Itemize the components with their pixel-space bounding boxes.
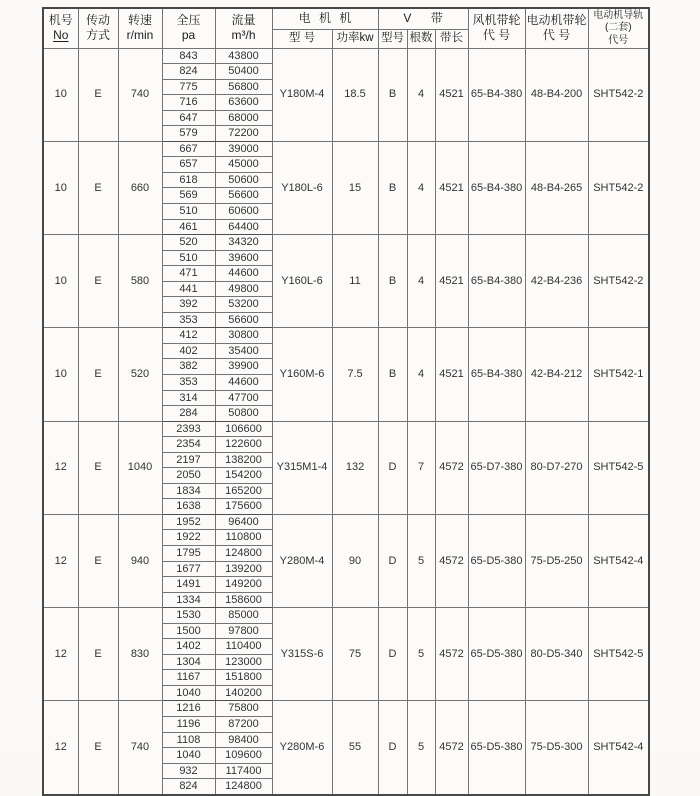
- cell-drive-type: E: [78, 141, 118, 234]
- cell-flow: 151800: [215, 670, 272, 686]
- cell-unit-no: 12: [43, 421, 78, 514]
- cell-pressure: 1834: [162, 483, 215, 499]
- cell-pressure: 353: [162, 312, 215, 328]
- cell-motor-power: 75: [332, 608, 378, 701]
- cell-flow: 34320: [215, 235, 272, 251]
- cell-motor-power: 132: [332, 421, 378, 514]
- cell-drive-type: E: [78, 235, 118, 328]
- cell-unit-no: 10: [43, 48, 78, 141]
- cell-flow: 53200: [215, 297, 272, 313]
- cell-motor-rail: SHT542-2: [588, 48, 649, 141]
- cell-pressure: 1304: [162, 654, 215, 670]
- cell-belt-type: B: [378, 48, 407, 141]
- cell-motor-pulley: 48-B4-265: [525, 141, 588, 234]
- table-body: [43, 48, 649, 795]
- cell-speed: 520: [118, 328, 162, 421]
- header-belt-length: 带长: [435, 29, 468, 48]
- header-motor-power: 功率kw: [332, 29, 378, 48]
- cell-pressure: 461: [162, 219, 215, 235]
- cell-unit-no: 10: [43, 141, 78, 234]
- cell-flow: 43800: [215, 48, 272, 64]
- cell-belt-length: 4572: [435, 701, 468, 795]
- cell-flow: 50600: [215, 172, 272, 188]
- cell-flow: 35400: [215, 343, 272, 359]
- cell-belt-count: 5: [407, 701, 435, 795]
- cell-flow: 44600: [215, 266, 272, 282]
- cell-pressure: 657: [162, 157, 215, 173]
- cell-belt-type: D: [378, 608, 407, 701]
- cell-drive-type: E: [78, 608, 118, 701]
- cell-belt-count: 5: [407, 608, 435, 701]
- cell-pressure: 667: [162, 141, 215, 157]
- cell-motor-pulley: 75-D5-250: [525, 514, 588, 607]
- cell-pressure: 2393: [162, 421, 215, 437]
- header-pressure: [162, 8, 215, 48]
- header-drive-line2: 方式: [85, 28, 110, 43]
- cell-fan-pulley: 65-D7-380: [468, 421, 525, 514]
- cell-pressure: 2354: [162, 437, 215, 453]
- cell-fan-pulley: 65-D5-380: [468, 514, 525, 607]
- header-motor-rail-line2: (二套): [604, 22, 632, 33]
- cell-flow: 97800: [215, 623, 272, 639]
- cell-belt-count: 4: [407, 141, 435, 234]
- cell-flow: 154200: [215, 468, 272, 484]
- table-row: [43, 235, 649, 251]
- cell-pressure: 314: [162, 390, 215, 406]
- header-motor-rail-line3: 代号: [608, 34, 629, 46]
- cell-motor-model: Y280M-4: [272, 514, 332, 607]
- cell-motor-model: Y180M-4: [272, 48, 332, 141]
- cell-speed: 1040: [118, 421, 162, 514]
- cell-speed: 580: [118, 235, 162, 328]
- cell-flow: 87200: [215, 717, 272, 733]
- header-belt-count: 根数: [407, 29, 435, 48]
- cell-flow: 158600: [215, 592, 272, 608]
- header-unit-no-cn: 机号: [48, 13, 73, 28]
- cell-belt-length: 4521: [435, 328, 468, 421]
- cell-pressure: 775: [162, 79, 215, 95]
- cell-flow: 123000: [215, 654, 272, 670]
- header-pressure-unit: pa: [181, 28, 196, 43]
- fan-spec-table: [42, 7, 650, 796]
- table-row: [43, 48, 649, 64]
- cell-pressure: 1040: [162, 748, 215, 764]
- header-vbelt-group: V 带: [378, 8, 468, 29]
- cell-pressure: 647: [162, 110, 215, 126]
- cell-fan-pulley: 65-B4-380: [468, 141, 525, 234]
- cell-flow: 149200: [215, 577, 272, 593]
- cell-motor-model: Y315S-6: [272, 608, 332, 701]
- cell-pressure: 284: [162, 406, 215, 422]
- cell-motor-pulley: 80-D7-270: [525, 421, 588, 514]
- cell-motor-power: 15: [332, 141, 378, 234]
- cell-belt-type: D: [378, 701, 407, 795]
- cell-pressure: 1952: [162, 514, 215, 530]
- cell-pressure: 353: [162, 374, 215, 390]
- cell-speed: 830: [118, 608, 162, 701]
- cell-pressure: 1167: [162, 670, 215, 686]
- cell-motor-power: 7.5: [332, 328, 378, 421]
- cell-flow: 106600: [215, 421, 272, 437]
- cell-pressure: 1108: [162, 732, 215, 748]
- cell-unit-no: 12: [43, 514, 78, 607]
- cell-pressure: 932: [162, 763, 215, 779]
- cell-flow: 117400: [215, 763, 272, 779]
- header-unit-no-en: No: [53, 28, 69, 43]
- cell-flow: 98400: [215, 732, 272, 748]
- header-motor-rail-line1: 电动机导轨: [593, 9, 644, 21]
- table-row: [43, 701, 649, 717]
- header-speed-unit: r/min: [126, 28, 154, 43]
- header-drive-type: [78, 8, 118, 48]
- cell-unit-no: 12: [43, 608, 78, 701]
- cell-belt-count: 7: [407, 421, 435, 514]
- cell-flow: 39000: [215, 141, 272, 157]
- cell-pressure: 1795: [162, 546, 215, 562]
- table-row: [43, 421, 649, 437]
- cell-flow: 85000: [215, 608, 272, 624]
- cell-pressure: 824: [162, 64, 215, 80]
- cell-pressure: 716: [162, 95, 215, 111]
- cell-pressure: 1922: [162, 530, 215, 546]
- cell-unit-no: 10: [43, 235, 78, 328]
- cell-motor-pulley: 80-D5-340: [525, 608, 588, 701]
- cell-drive-type: E: [78, 48, 118, 141]
- cell-pressure: 392: [162, 297, 215, 313]
- cell-flow: 175600: [215, 499, 272, 515]
- cell-motor-power: 90: [332, 514, 378, 607]
- header-motor-group: 电 机 机: [272, 8, 378, 29]
- cell-pressure: 1196: [162, 717, 215, 733]
- header-motor-pulley: [525, 8, 588, 48]
- cell-pressure: 1334: [162, 592, 215, 608]
- cell-flow: 50800: [215, 406, 272, 422]
- cell-pressure: 1638: [162, 499, 215, 515]
- cell-motor-rail: SHT542-5: [588, 608, 649, 701]
- cell-pressure: 2197: [162, 452, 215, 468]
- header-unit-no: [43, 8, 78, 48]
- cell-pressure: 843: [162, 48, 215, 64]
- cell-belt-type: D: [378, 421, 407, 514]
- cell-belt-length: 4521: [435, 235, 468, 328]
- cell-motor-model: Y180L-6: [272, 141, 332, 234]
- cell-drive-type: E: [78, 514, 118, 607]
- cell-pressure: 471: [162, 266, 215, 282]
- cell-motor-pulley: 42-B4-236: [525, 235, 588, 328]
- cell-pressure: 441: [162, 281, 215, 297]
- cell-belt-count: 5: [407, 514, 435, 607]
- cell-motor-rail: SHT542-1: [588, 328, 649, 421]
- header-speed-cn: 转速: [127, 13, 152, 28]
- header-motor-pulley-line1: 电动机带轮: [526, 13, 587, 28]
- cell-belt-type: D: [378, 514, 407, 607]
- cell-belt-count: 4: [407, 328, 435, 421]
- cell-pressure: 412: [162, 328, 215, 344]
- cell-motor-rail: SHT542-5: [588, 421, 649, 514]
- cell-fan-pulley: 65-B4-380: [468, 48, 525, 141]
- cell-fan-pulley: 65-D5-380: [468, 701, 525, 795]
- cell-pressure: 579: [162, 126, 215, 142]
- cell-flow: 49800: [215, 281, 272, 297]
- cell-motor-model: Y315M1-4: [272, 421, 332, 514]
- cell-unit-no: 12: [43, 701, 78, 795]
- cell-pressure: 1491: [162, 577, 215, 593]
- cell-motor-rail: SHT542-2: [588, 141, 649, 234]
- cell-pressure: 824: [162, 779, 215, 795]
- cell-pressure: 382: [162, 359, 215, 375]
- header-pressure-cn: 全压: [176, 13, 201, 28]
- cell-speed: 740: [118, 701, 162, 795]
- cell-belt-count: 4: [407, 48, 435, 141]
- cell-speed: 940: [118, 514, 162, 607]
- cell-belt-count: 4: [407, 235, 435, 328]
- cell-fan-pulley: 65-D5-380: [468, 608, 525, 701]
- cell-belt-length: 4572: [435, 608, 468, 701]
- cell-motor-rail: SHT542-4: [588, 514, 649, 607]
- cell-flow: 47700: [215, 390, 272, 406]
- cell-flow: 68000: [215, 110, 272, 126]
- cell-flow: 165200: [215, 483, 272, 499]
- cell-pressure: 1216: [162, 701, 215, 717]
- cell-speed: 740: [118, 48, 162, 141]
- cell-pressure: 618: [162, 172, 215, 188]
- cell-flow: 56800: [215, 79, 272, 95]
- cell-flow: 96400: [215, 514, 272, 530]
- header-belt-type: 型号: [378, 29, 407, 48]
- cell-motor-power: 11: [332, 235, 378, 328]
- cell-flow: 72200: [215, 126, 272, 142]
- cell-motor-pulley: 48-B4-200: [525, 48, 588, 141]
- cell-flow: 110800: [215, 530, 272, 546]
- cell-flow: 56600: [215, 188, 272, 204]
- cell-pressure: 569: [162, 188, 215, 204]
- cell-pressure: 1530: [162, 608, 215, 624]
- table-row: [43, 608, 649, 624]
- cell-belt-length: 4572: [435, 514, 468, 607]
- cell-flow: 124800: [215, 546, 272, 562]
- cell-flow: 75800: [215, 701, 272, 717]
- cell-flow: 64400: [215, 219, 272, 235]
- header-flow-cn: 流量: [231, 13, 256, 28]
- cell-fan-pulley: 65-B4-380: [468, 328, 525, 421]
- cell-speed: 660: [118, 141, 162, 234]
- cell-motor-model: Y280M-6: [272, 701, 332, 795]
- cell-flow: 110400: [215, 639, 272, 655]
- cell-pressure: 520: [162, 235, 215, 251]
- cell-flow: 124800: [215, 779, 272, 795]
- cell-pressure: 510: [162, 250, 215, 266]
- cell-unit-no: 10: [43, 328, 78, 421]
- cell-flow: 39900: [215, 359, 272, 375]
- cell-pressure: 1040: [162, 685, 215, 701]
- header-flow-unit: m³/h: [231, 28, 256, 43]
- cell-flow: 39600: [215, 250, 272, 266]
- cell-motor-pulley: 42-B4-212: [525, 328, 588, 421]
- cell-motor-power: 55: [332, 701, 378, 795]
- header-speed: [118, 8, 162, 48]
- cell-motor-rail: SHT542-4: [588, 701, 649, 795]
- header-motor-rail: [588, 8, 649, 48]
- cell-pressure: 402: [162, 343, 215, 359]
- cell-belt-type: B: [378, 328, 407, 421]
- cell-flow: 45000: [215, 157, 272, 173]
- cell-belt-type: B: [378, 141, 407, 234]
- cell-pressure: 1402: [162, 639, 215, 655]
- cell-pressure: 2050: [162, 468, 215, 484]
- cell-drive-type: E: [78, 421, 118, 514]
- cell-drive-type: E: [78, 328, 118, 421]
- cell-flow: 139200: [215, 561, 272, 577]
- cell-flow: 109600: [215, 748, 272, 764]
- header-motor-pulley-line2: 代 号: [542, 28, 571, 43]
- cell-pressure: 1677: [162, 561, 215, 577]
- cell-flow: 60600: [215, 203, 272, 219]
- cell-flow: 56600: [215, 312, 272, 328]
- cell-belt-length: 4572: [435, 421, 468, 514]
- cell-belt-length: 4521: [435, 141, 468, 234]
- header-motor-model: 型 号: [272, 29, 332, 48]
- cell-pressure: 510: [162, 203, 215, 219]
- cell-flow: 138200: [215, 452, 272, 468]
- cell-belt-type: B: [378, 235, 407, 328]
- cell-fan-pulley: 65-B4-380: [468, 235, 525, 328]
- cell-pressure: 1500: [162, 623, 215, 639]
- header-drive-line1: 传动: [85, 13, 110, 28]
- cell-flow: 44600: [215, 374, 272, 390]
- table-header: [43, 8, 649, 48]
- table-row: [43, 514, 649, 530]
- cell-belt-length: 4521: [435, 48, 468, 141]
- cell-motor-rail: SHT542-2: [588, 235, 649, 328]
- cell-flow: 63600: [215, 95, 272, 111]
- cell-flow: 50400: [215, 64, 272, 80]
- header-fan-pulley: [468, 8, 525, 48]
- cell-motor-pulley: 75-D5-300: [525, 701, 588, 795]
- cell-drive-type: E: [78, 701, 118, 795]
- header-flow: [215, 8, 272, 48]
- cell-motor-power: 18.5: [332, 48, 378, 141]
- cell-flow: 122600: [215, 437, 272, 453]
- table-row: [43, 141, 649, 157]
- cell-flow: 30800: [215, 328, 272, 344]
- cell-motor-model: Y160M-6: [272, 328, 332, 421]
- table-row: [43, 328, 649, 344]
- header-fan-pulley-line1: 风机带轮: [472, 13, 521, 28]
- cell-motor-model: Y160L-6: [272, 235, 332, 328]
- header-fan-pulley-line2: 代 号: [482, 28, 511, 43]
- cell-flow: 140200: [215, 685, 272, 701]
